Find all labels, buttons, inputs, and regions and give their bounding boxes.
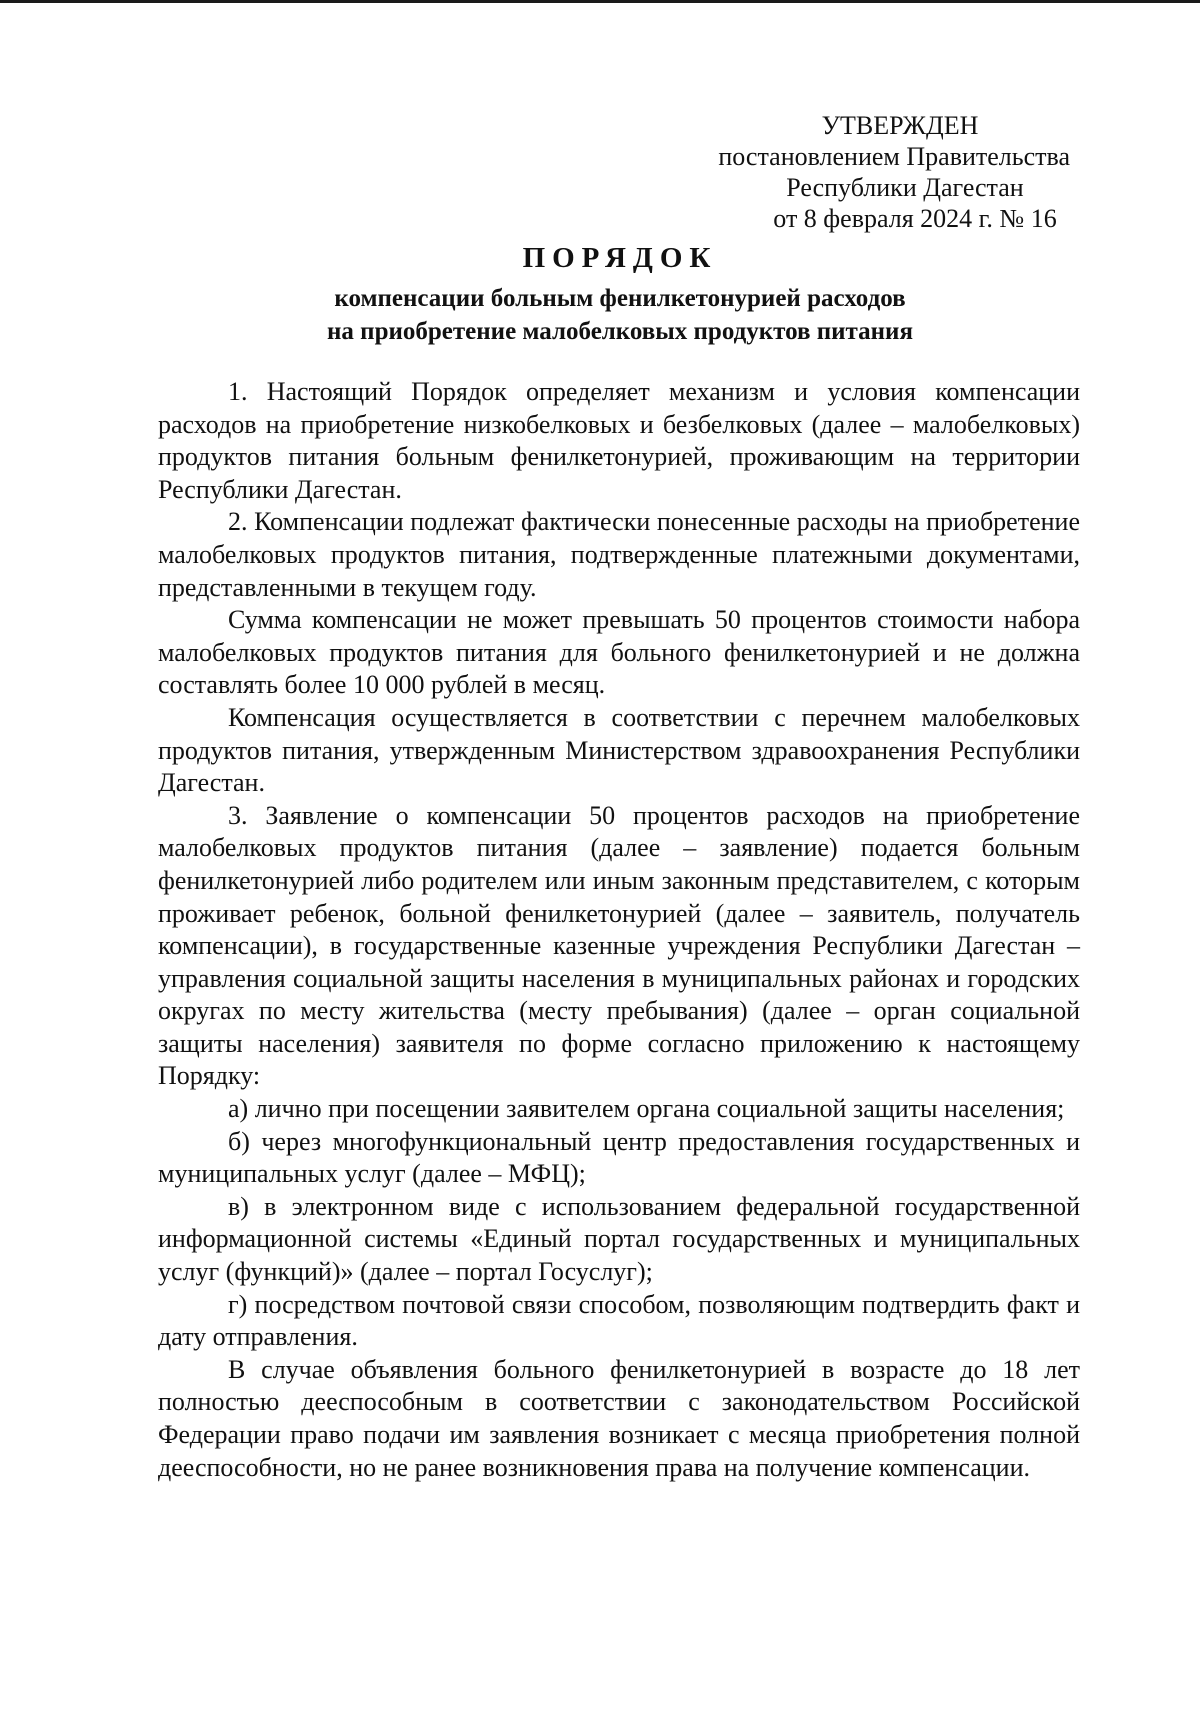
list-item-v: в) в электронном виде с использованием федеральной государственной информационной системы «Единый портал государственных и муниципальных услуг (функций)» (далее – портал Госуслуг); xyxy=(158,1191,1080,1287)
document-title: ПОРЯДОК xyxy=(522,242,718,274)
list-item-g: г) посредством почтовой связи способом, позволяющим подтвердить факт и дату отправления. xyxy=(158,1289,1080,1352)
paragraph-3: Сумма компенсации не может превышать 50 процентов стоимости набора малобелковых продуктов питания для больного фенилкетонурией и не должна составлять более 10 000 рублей в месяц. xyxy=(158,605,1080,700)
document-body xyxy=(158,376,1080,1484)
paragraph-2: 2. Компенсации подлежат фактически понесенные расходы на приобретение малобелковых продуктов питания, подтвержденные платежными документами, представленными в текущем году. xyxy=(158,507,1080,602)
approval-date-line: от 8 февраля 2024 г. № 16 xyxy=(773,204,1057,233)
document-subtitle-line-2: на приобретение малобелковых продуктов питания xyxy=(327,318,913,345)
list-item-b: б) через многофункциональный центр предоставления государственных и муниципальных услуг (далее – МФЦ); xyxy=(158,1126,1080,1189)
paragraph-5: 3. Заявление о компенсации 50 процентов расходов на приобретение малобелковых продуктов питания (далее – заявление) подается больным фенилкетонурией либо родителем или иным законным представителем, с которым проживает ребенок, больной фенилкетонурией (далее – заявитель, получатель компенсации), в государственные казенные учреждения Республики Дагестан – управления социальной защиты населения в муниципальных районах и городских округах по месту жительства (месту пребывания) (далее – орган социальной защиты населения) заявителя по форме согласно приложению к настоящему Порядку: xyxy=(158,800,1080,1091)
approval-decree-line: постановлением Правительства xyxy=(718,142,1070,171)
approval-heading: УТВЕРЖДЕН xyxy=(821,111,979,140)
list-item-a: а) лично при посещении заявителем органа социальной защиты населения; xyxy=(228,1094,1065,1124)
title-block xyxy=(155,240,1085,348)
scan-edge xyxy=(0,0,1200,3)
paragraph-1: 1. Настоящий Порядок определяет механизм и условия компенсации расходов на приобретение низкобелковых и безбелковых (далее – малобелковых) продуктов питания больным фенилкетонурией, проживающим на территории Республики Дагестан. xyxy=(158,377,1080,504)
document-subtitle-line-1: компенсации больным фенилкетонурией расходов xyxy=(334,285,906,312)
approval-stamp-block xyxy=(650,110,1070,234)
approval-region-line: Республики Дагестан xyxy=(786,173,1024,202)
paragraph-6: В случае объявления больного фенилкетонурией в возрасте до 18 лет полностью дееспособным в соответствии с законодательством Российской Федерации право подачи им заявления возникает с месяца приобретения полной дееспособности, но не ранее возникновения права на получение компенсации. xyxy=(158,1354,1080,1482)
paragraph-4: Компенсация осуществляется в соответствии с перечнем малобелковых продуктов питания, утвержденным Министерством здравоохранения Республики Дагестан. xyxy=(158,702,1080,798)
